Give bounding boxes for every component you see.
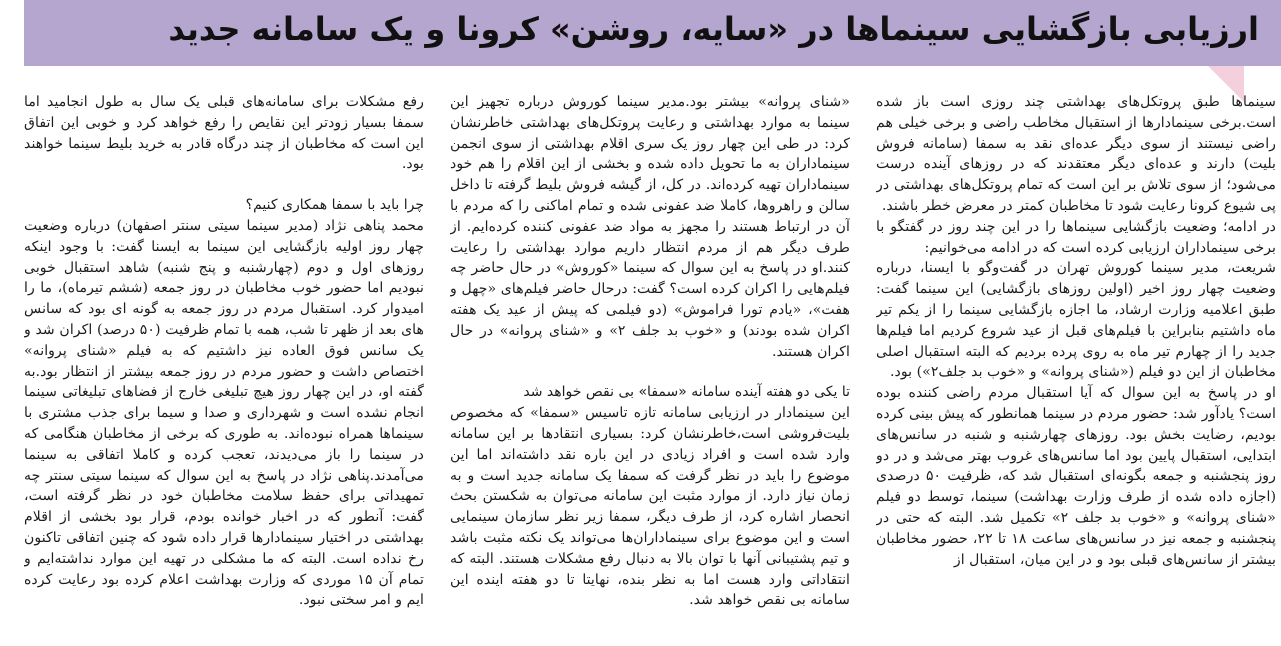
paragraph: در ادامه؛ وضعیت بازگشایی سینماها را در این چند روز در گفتگو با برخی سینماداران ارزیابی کرده است که در ادامه می‌خوانیم: xyxy=(876,218,1276,256)
paragraph: او در پاسخ به این سوال که آیا استقبال مردم راضی کننده بوده است؟ یادآور شد: حضور مردم در سینما همانطور که پیش بینی کرده بودیم، رضایت بخش بود. روزهای چهارشنبه و شنبه در سانس‌های ابتدایی، استقبال پایین بود اما سانس‌های غروب بهتر می‌شد و در دو روز پنجشنبه و جمعه بگونه‌ای استقبال شد که، ظرفیت ۵۰ درصدی (اجازه داده شده از طرف وزارت بهداشت) سینما، توسط دو فیلم «شنای پروانه» و «خوب بد جلف ۲» تکمیل شد. البته که حتی در پنجشنبه و جمعه نیز در سانس‌های ساعت ۱۸ تا ۲۲، حضور مخاطبان بیشتر از سانس‌های قبلی بود و در این میان، استقبال از xyxy=(876,385,1276,568)
section-subheading: تا یکی دو هفته آینده سامانه «سمفا» بی نقص خواهد شد xyxy=(523,384,850,401)
article-headline: ارزیابی بازگشایی سینماها در «سایه، روشن» کرونا و یک سامانه جدید xyxy=(168,10,1259,48)
section-subheading: چرا باید با سمفا همکاری کنیم؟ xyxy=(245,197,424,214)
paragraph: محمد پناهی نژاد (مدیر سینما سیتی سنتر اصفهان) درباره وضعیت چهار روز اولیه بازگشایی این سینما به ایسنا گفت: با وجود اینکه روزهای اول و دوم (چهارشنبه و پنج شنبه) شاهد استقبال خوبی نبودیم اما حضور خوب مخاطبان در روز جمعه (ششم تیرماه)، ما را امیدوار کرد. استقبال مردم در روز جمعه به گونه ای بود که سانس های بعد از ظهر تا شب، همه با تمام ظرفیت (۵۰ درصد) اکران شد و یک سانس فوق العاده نیز داشتیم که به فیلم «شنای پروانه» اختصاص داشت و حضور مردم در روز جمعه بیشتر از انتظار بود.به گفته او، در این چهار روز هیچ تبلیغی خارج از فضاهای تبلیغاتی سینما انجام نشده است و شهرداری و صدا و سیما برای جذب مشتری با سینماها همراه نبوده‌اند. به طوری که برخی از مخاطبان هنگامی که در سینما را باز می‌دیدند، تعجب کرده و کاملا اتفاقی به سینما می‌آمدند.پناهی نژاد در پاسخ به این سوال که سینما سیتی سنتر چه تمهیداتی برای حفظ سلامت مخاطبان خود در نظر گرفته است، گفت: آنطور که در اخبار خوانده بودم، قرار بود بخشی از اقلام بهداشتی در اختیار سینمادارها قرار داده شود که چنین اتفاقی تاکنون رخ نداده است. البته که ما مشکلی در تهیه این موارد نداشته‌ایم و تمام آن ۱۵ موردی که وزارت بهداشت اعلام کرده بود رعایت کرده ایم و امر سختی نبود. xyxy=(24,217,424,609)
paragraph: سینماها طبق پروتکل‌های بهداشتی چند روزی است باز شده است.برخی سینمادارها از استقبال مخاطب راضی و برخی خیلی هم راضی نیستند از سوی دیگر عده‌ای نقد به سمفا (سامانه فروش بلیت) دارند و عده‌ای دیگر معتقدند که در روزهای آینده درست می‌شود؛ از سوی تلاش بر این است که تمام پروتکل‌های بهداشتی در پی شیوع کرونا رعایت شود تا مخاطبان کمتر در معرض خطر باشند. xyxy=(876,94,1276,214)
paragraph: «شنای پروانه» بیشتر بود.مدیر سینما کوروش درباره تجهیز این سینما به موارد بهداشتی و رعایت پروتکل‌های بهداشتی خاطرنشان کرد: در طی این چهار روز یک سری اقلام بهداشتی از سوی انجمن سینماداران به ما تحویل داده شده و بخشی از این اقلام را هم خود سینماداران تهیه کرده‌اند. در کل، از گیشه فروش بلیط گرفته تا داخل سالن و راهروها، کاملا ضد عفونی شده و تمام اماکنی را که مردم با آن در ارتباط هستند را مجهز به مواد ضد عفونی کننده کرده‌ایم. از طرف دیگر هم از مردم انتظار داریم موارد بهداشتی را رعایت کنند.او در پاسخ به این سوال که سینما «کوروش» در حال حاضر چه فیلم‌هایی را اکران کرده است؟ گفت: درحال حاضر فیلم‌های «چهل و هفت»، «یادم تورا فراموش» (دو فیلمی که پیش از عید یک هفته اکران شده بودند) و «خوب بد جلف ۲» و «شنای پروانه» در حال اکران هستند. xyxy=(450,94,850,360)
paragraph: شریعت، مدیر سینما کوروش تهران در گفت‌وگو با ایسنا، درباره وضعیت چهار روز اخیر (اولین روزهای بازگشایی) این سینما گفت: طبق اعلامیه وزارت ارشاد، ما اجازه بازگشایی سینما را از یکم تیر ماه داشتیم بنابراین با فیلم‌های قبل از عید شروع کردیم اما فیلم‌ها جدید را از چهارم تیر ماه به روی پرده بردیم که البته استقبال اصلی مخاطبان از این دو فیلم («شنای پروانه» و «خوب بد جلف۲») بود. xyxy=(876,260,1276,381)
headline-banner xyxy=(24,0,1281,66)
column-1 xyxy=(876,92,1276,640)
paragraph-gap xyxy=(450,362,850,382)
paragraph: این سینمادار در ارزیابی سامانه تازه تاسیس «سمفا» که مخصوص بلیت‌فروشی است،خاطرنشان کرد: بسیاری انتقادها بر این سامانه وارد شده است و افراد زیادی در این باره نقد داشته‌اند اما این موضوع را باید در نظر گرفت که سمفا یک سامانه جدید است و به زمان نیاز دارد. از موارد مثبت این سامانه می‌توان به شکستن بحث انحصار اشاره کرد، از طرف دیگر، سمفا زیر نظر سازمان سینمایی است و این موضوع برای سینماداران‌ها می‌تواند یک نکته مثبت باشد و تیم پشتیبانی آنها با توان بالا به دنبال رفع مشکلات هستند. البته که انتقاداتی وارد هست اما به نظر بنده، نهایتا تا دو هفته اینده این سامانه بی نقص خواهد شد. xyxy=(450,405,850,609)
column-3 xyxy=(24,92,424,640)
paragraph: رفع مشکلات برای سامانه‌های قبلی یک سال به طول انجامید اما سمفا بسیار زودتر این نقایص را رفع خواهد کرد و خوبی این اتفاق این است که مخاطبان از چند درگاه قادر به خرید بلیط سینما خواهند بود. xyxy=(24,94,424,173)
article-body xyxy=(24,92,1276,640)
column-2 xyxy=(450,92,850,640)
paragraph-gap xyxy=(24,175,424,195)
